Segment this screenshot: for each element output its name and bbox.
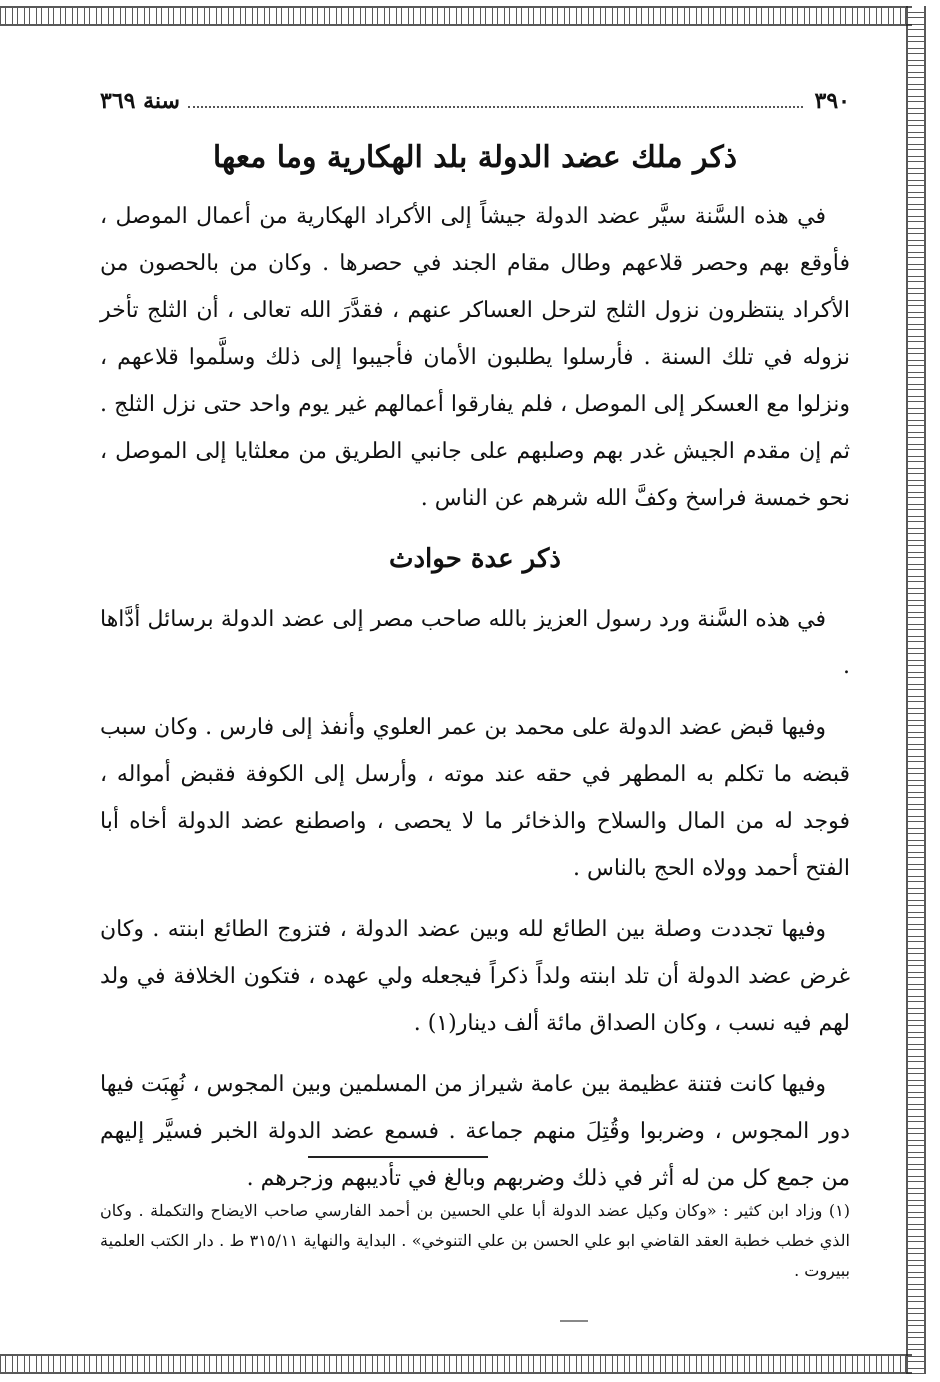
paragraph-event: وفيها كانت فتنة عظيمة بين عامة شيراز من المسلمين وبين المجوس ، نُهِبَت فيها دور المجوس ، وضربوا وقُتِلَ منهم جماعة . فسمع عضد الدولة الخبر فسيَّر إليهم من جمع كل من له أثر في ذلك وضربهم وبالغ في تأديبهم وزجرهم . (100, 1072, 850, 1191)
paragraph-event: وفيها قبض عضد الدولة على محمد بن عمر العلوي وأنفذ إلى فارس . وكان سبب قبضه ما تكلم به المطهر في حقه عند موته ، وأرسل إلى الكوفة فقبض أمواله ، فوجد له من المال والسلاح والذخائر ما لا يحصى ، واصطنع عضد الدولة أخاه أبا الفتح أحمد وولاه الحج بالناس . (100, 715, 850, 881)
footnote-1: (١) وزاد ابن كثير : «وكان وكيل عضد الدولة أبا علي الحسين بن أحمد الفارسي صاحب الايضاح والتكملة . وكان الذي خطب خطبة العقد القاضي ابو علي الحسن بن علي التنوخي» . البداية والنهاية ٣١٥/١١ ط . دار الكتب العلمية ببيروت . (100, 1201, 850, 1280)
page-body (100, 88, 850, 1216)
decorative-border-right (906, 6, 926, 1374)
footer-mark (560, 1320, 588, 1322)
header-dotted-leader (188, 106, 803, 108)
paragraph-event: وفيها تجددت وصلة بين الطائع لله وبين عضد الدولة ، فتزوج الطائع ابنته . وكان غرض عضد الدولة أن تلد ابنته ولداً ذكراً فيجعله ولي عهده ، فتكون الخلافة في ولد لهم فيه نسب ، وكان الصداق مائة ألف دينار(١) . (100, 917, 850, 1036)
decorative-border-top (0, 6, 912, 26)
running-header (100, 88, 850, 124)
footnote-area (100, 1196, 850, 1286)
page-number: ٣٩٠ (814, 88, 850, 114)
section-title-hakkari: ذكر ملك عضد الدولة بلد الهكارية وما معها (212, 140, 738, 175)
section-title-events: ذكر عدة حوادث (389, 544, 561, 574)
paragraph-hakkari: في هذه السَّنة سيَّر عضد الدولة جيشاً إلى الأكراد الهكارية من أعمال الموصل ، فأوقع بهم وحصر قلاعهم وطال مقام الجند في حصرها . وكان من بالحصون من الأكراد ينتظرون نزول الثلج لترحل العساكر عنهم ، فقدَّرَ الله تعالى ، أن الثلج تأخر نزوله في تلك السنة . فأرسلوا يطلبون الأمان فأجيبوا إلى ذلك وسلَّموا قلاعهم ، ونزلوا مع العسكر إلى الموصل ، فلم يفارقوا أعمالهم غير يوم واحد حتى نزل الثلج . ثم إن مقدم الجيش غدر بهم وصلبهم على جانبي الطريق من معلثايا إلى الموصل ، نحو خمسة فراسخ وكفَّ الله شرهم عن الناس . (100, 204, 850, 511)
footnote-rule (308, 1156, 488, 1158)
decorative-border-bottom (0, 1354, 912, 1374)
paragraph-event: في هذه السَّنة ورد رسول العزيز بالله صاحب مصر إلى عضد الدولة برسائل أدَّاها . (100, 607, 850, 679)
year-label: سنة ٣٦٩ (100, 88, 180, 114)
